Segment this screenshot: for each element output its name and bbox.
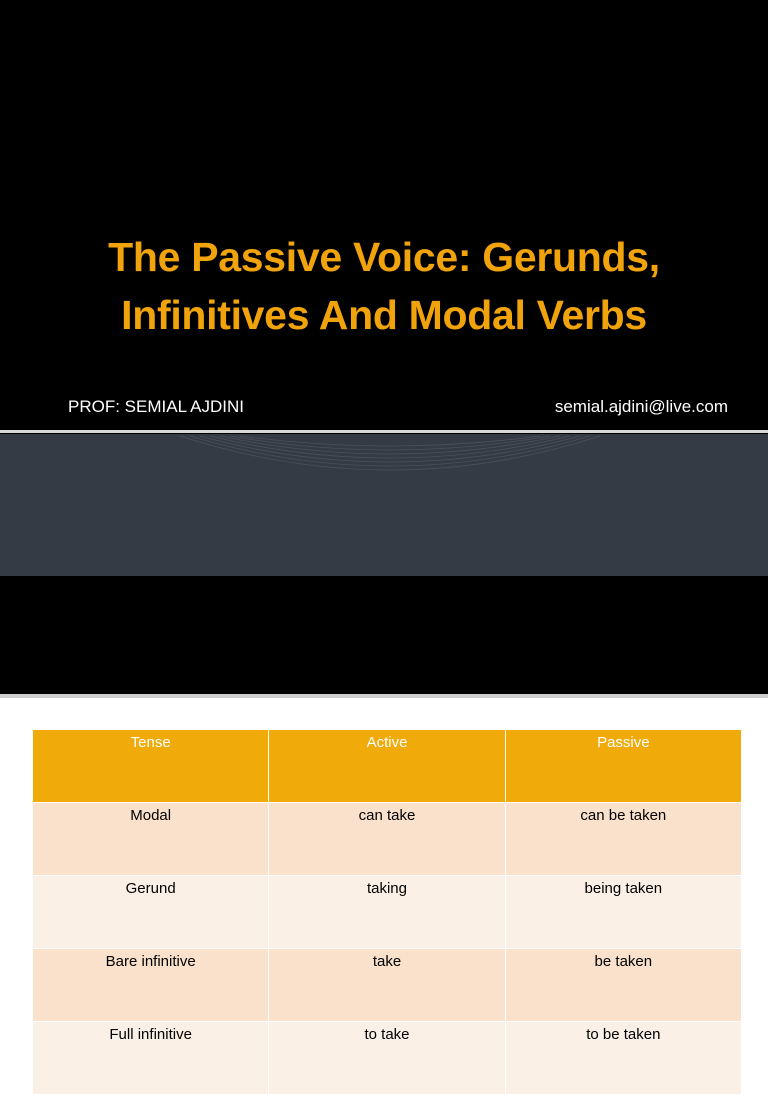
table-row: [33, 803, 742, 876]
table-cell: take: [269, 949, 505, 1022]
table-cell: be taken: [505, 949, 741, 1022]
header-tense: Tense: [33, 730, 269, 803]
header-active: Active: [269, 730, 505, 803]
slide-title-line1: The Passive Voice: Gerunds,: [108, 234, 660, 280]
author-email: semial.ajdini@live.com: [554, 397, 728, 416]
divider: [0, 430, 768, 433]
table-cell: Full infinitive: [33, 1022, 269, 1095]
slide-title: [0, 228, 768, 344]
table-cell: taking: [269, 876, 505, 949]
table-cell: to take: [269, 1022, 505, 1095]
table-row: [33, 876, 742, 949]
table-cell: Gerund: [33, 876, 269, 949]
author-name: PROF: SEMIAL AJDINI: [68, 397, 245, 416]
passive-voice-table: [32, 729, 742, 1095]
table-header-row: [33, 730, 742, 803]
slide-title-line2: Infinitives And Modal Verbs: [121, 292, 647, 338]
table-cell: being taken: [505, 876, 741, 949]
table-row: [33, 949, 742, 1022]
table-cell: Bare infinitive: [33, 949, 269, 1022]
table-cell: Modal: [33, 803, 269, 876]
header-passive: Passive: [505, 730, 741, 803]
decorative-band: [0, 434, 768, 576]
table-cell: can take: [269, 803, 505, 876]
wave-pattern: [0, 434, 768, 576]
table-cell: can be taken: [505, 803, 741, 876]
table-slide: [0, 698, 768, 1043]
table-cell: to be taken: [505, 1022, 741, 1095]
table-row: [33, 1022, 742, 1095]
